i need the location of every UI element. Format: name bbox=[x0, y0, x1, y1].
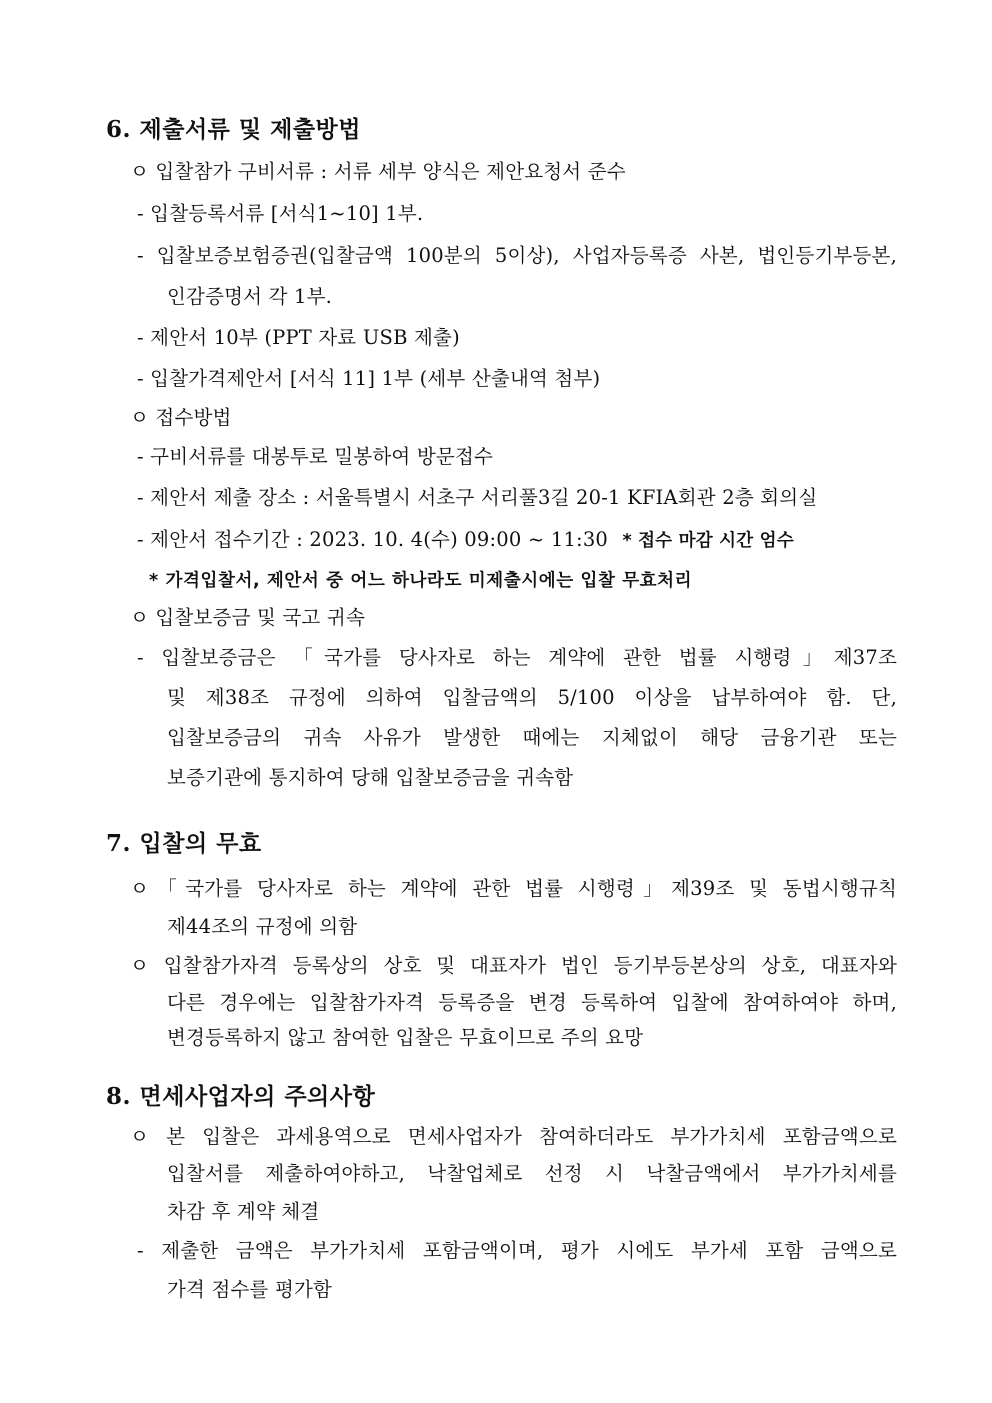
s6-line-price-proposal: - 입찰가격제안서 [서식 11] 1부 (세부 산출내역 첨부) bbox=[137, 367, 601, 390]
s6-line-deposit-1: - 입찰보증금은 「국가를 당사자로 하는 계약에 관한 법률 시행령」제37조 bbox=[137, 646, 897, 669]
s6-line-submission-place: - 제안서 제출 장소 : 서울특별시 서초구 서리풀3길 20-1 KFIA회관 2층 회의실 bbox=[137, 486, 818, 509]
s7-line-mismatch-3: 변경등록하지 않고 참여한 입찰은 무효이므로 주의 요망 bbox=[167, 1026, 644, 1049]
s8-line-vat-1: - 제출한 금액은 부가가치세 포함금액이며, 평가 시에도 부가세 포함 금액으로 bbox=[137, 1239, 897, 1262]
s6-line-proposal-copies: - 제안서 10부 (PPT 자료 USB 제출) bbox=[137, 326, 460, 349]
section-7-heading: 7. 입찰의 무효 bbox=[106, 830, 262, 857]
s6-line-deposit-3: 입찰보증금의 귀속 사유가 발생한 때에는 지체없이 해당 금융기관 또는 bbox=[167, 726, 897, 749]
submission-period-text: - 제안서 접수기간 : 2023. 10. 4(수) 09:00 ~ 11:30 bbox=[137, 528, 609, 551]
s7-line-law-1: ㅇ「국가를 당사자로 하는 계약에 관한 법률 시행령」제39조 및 동법시행규칙 bbox=[130, 877, 897, 900]
section-8-heading: 8. 면세사업자의 주의사항 bbox=[106, 1083, 376, 1110]
s8-line-taxfree-1: ㅇ 본 입찰은 과세용역으로 면세사업자가 참여하더라도 부가가치세 포함금액으로 bbox=[130, 1125, 897, 1148]
s6-line-sealed-envelope: - 구비서류를 대봉투로 밀봉하여 방문접수 bbox=[137, 445, 494, 468]
s6-line-submission-period bbox=[137, 527, 794, 554]
s8-line-taxfree-3: 차감 후 계약 체결 bbox=[167, 1200, 320, 1223]
s6-line-required-docs: ㅇ 입찰참가 구비서류 : 서류 세부 양식은 제안요청서 준수 bbox=[130, 160, 626, 183]
deadline-note: * 접수 마감 시간 엄수 bbox=[622, 531, 794, 551]
s8-line-taxfree-2: 입찰서를 제출하여야하고, 낙찰업체로 선정 시 낙찰금액에서 부가가치세를 bbox=[167, 1162, 897, 1185]
s6-line-deposit-heading: ㅇ 입찰보증금 및 국고 귀속 bbox=[130, 606, 366, 629]
section-6-heading: 6. 제출서류 및 제출방법 bbox=[106, 116, 361, 143]
s7-line-mismatch-1: ㅇ 입찰참가자격 등록상의 상호 및 대표자가 법인 등기부등본상의 상호, 대표자와 bbox=[130, 954, 897, 977]
s6-line-reception-method: ㅇ 접수방법 bbox=[130, 406, 232, 429]
s6-line-deposit-4: 보증기관에 통지하여 당해 입찰보증금을 귀속함 bbox=[167, 766, 574, 789]
s6-line-guarantee-docs: - 입찰보증보험증권(입찰금액 100분의 5이상), 사업자등록증 사본, 법인등기부등본, bbox=[137, 244, 897, 267]
s8-line-vat-2: 가격 점수를 평가함 bbox=[167, 1278, 333, 1301]
s6-line-seal-cert: 인감증명서 각 1부. bbox=[167, 285, 333, 308]
s7-line-law-2: 제44조의 규정에 의함 bbox=[167, 915, 358, 938]
s7-line-mismatch-2: 다른 경우에는 입찰참가자격 등록증을 변경 등록하여 입찰에 참여하여야 하며, bbox=[167, 991, 897, 1014]
s6-line-deposit-2: 및 제38조 규정에 의하여 입찰금액의 5/100 이상을 납부하여야 함. 단, bbox=[167, 686, 897, 709]
s6-invalid-notice: * 가격입찰서, 제안서 중 어느 하나라도 미제출시에는 입찰 무효처리 bbox=[149, 571, 693, 591]
s6-line-registration-docs: - 입찰등록서류 [서식1~10] 1부. bbox=[137, 202, 424, 225]
